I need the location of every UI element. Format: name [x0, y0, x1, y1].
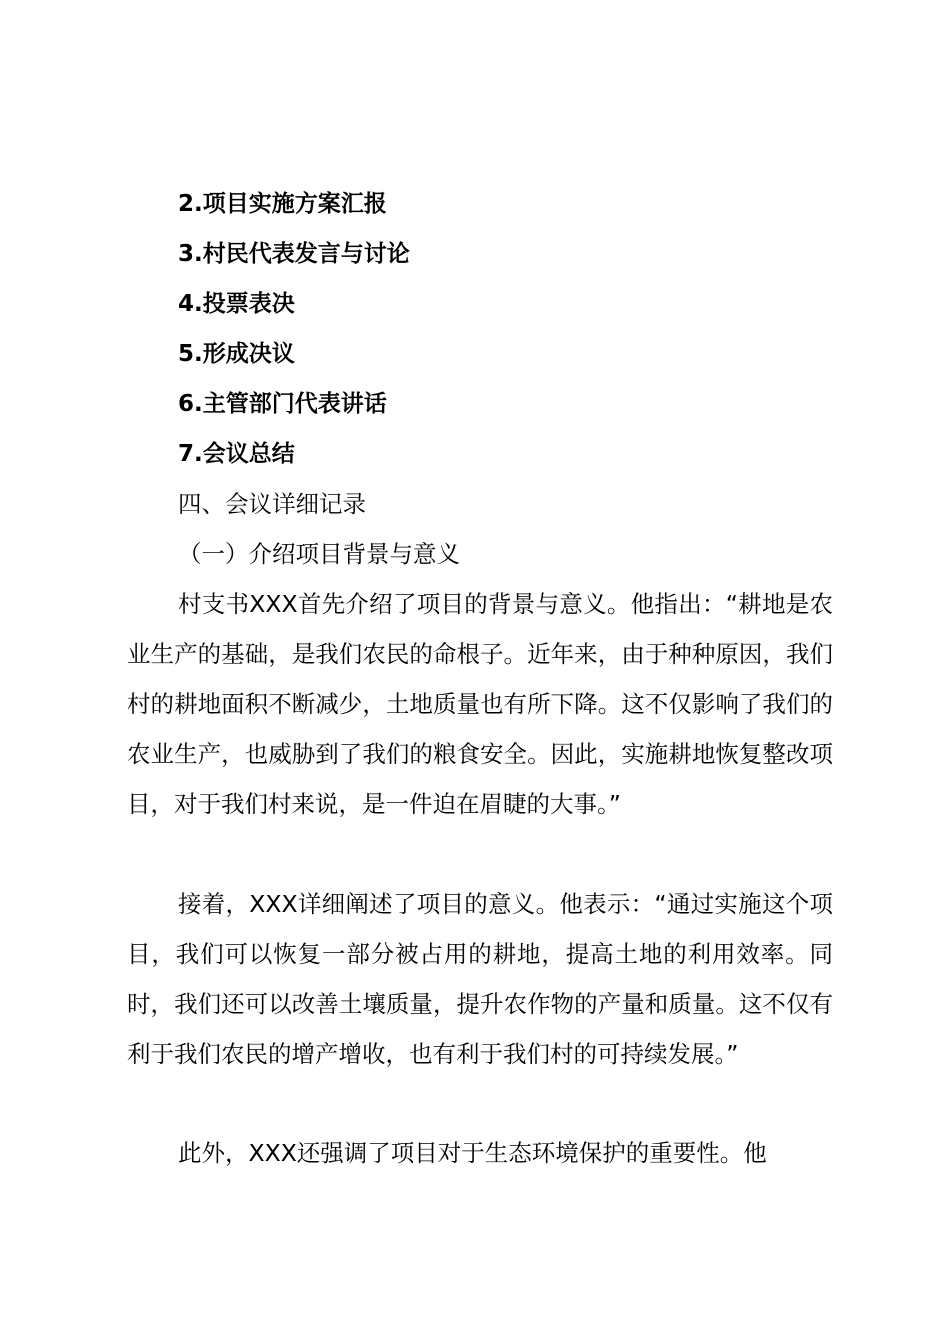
agenda-item: 3.村民代表发言与讨论 — [178, 241, 410, 267]
subsection-heading: （一）介绍项目背景与意义 — [178, 540, 460, 568]
paragraph-ecology: 此外，XXX还强调了项目对于生态环境保护的重要性。他 — [178, 1139, 767, 1167]
agenda-item: 5.形成决议 — [178, 341, 295, 367]
agenda-list — [178, 186, 410, 486]
section-heading: 四、会议详细记录 — [178, 490, 366, 518]
agenda-item: 7.会议总结 — [178, 441, 295, 467]
paragraph-significance: 接着，XXX详细阐述了项目的意义。他表示：“通过实施这个项目，我们可以恢复一部分被占用的耕地，提高土地的利用效率。同时，我们还可以改善土壤质量，提升农作物的产量和质量。这不仅有利于我们农民的增产增收，也有利于我们村的可持续发展。” — [127, 890, 833, 1068]
agenda-item: 2.项目实施方案汇报 — [178, 191, 387, 217]
agenda-item: 4.投票表决 — [178, 291, 295, 317]
agenda-item: 6.主管部门代表讲话 — [178, 391, 387, 417]
paragraph-background: 村支书XXX首先介绍了项目的背景与意义。他指出：“耕地是农业生产的基础，是我们农民的命根子。近年来，由于种种原因，我们村的耕地面积不断减少，土地质量也有所下降。这不仅影响了我们的农业生产，也威胁到了我们的粮食安全。因此，实施耕地恢复整改项目，对于我们村来说，是一件迫在眉睫的大事。” — [127, 590, 833, 818]
